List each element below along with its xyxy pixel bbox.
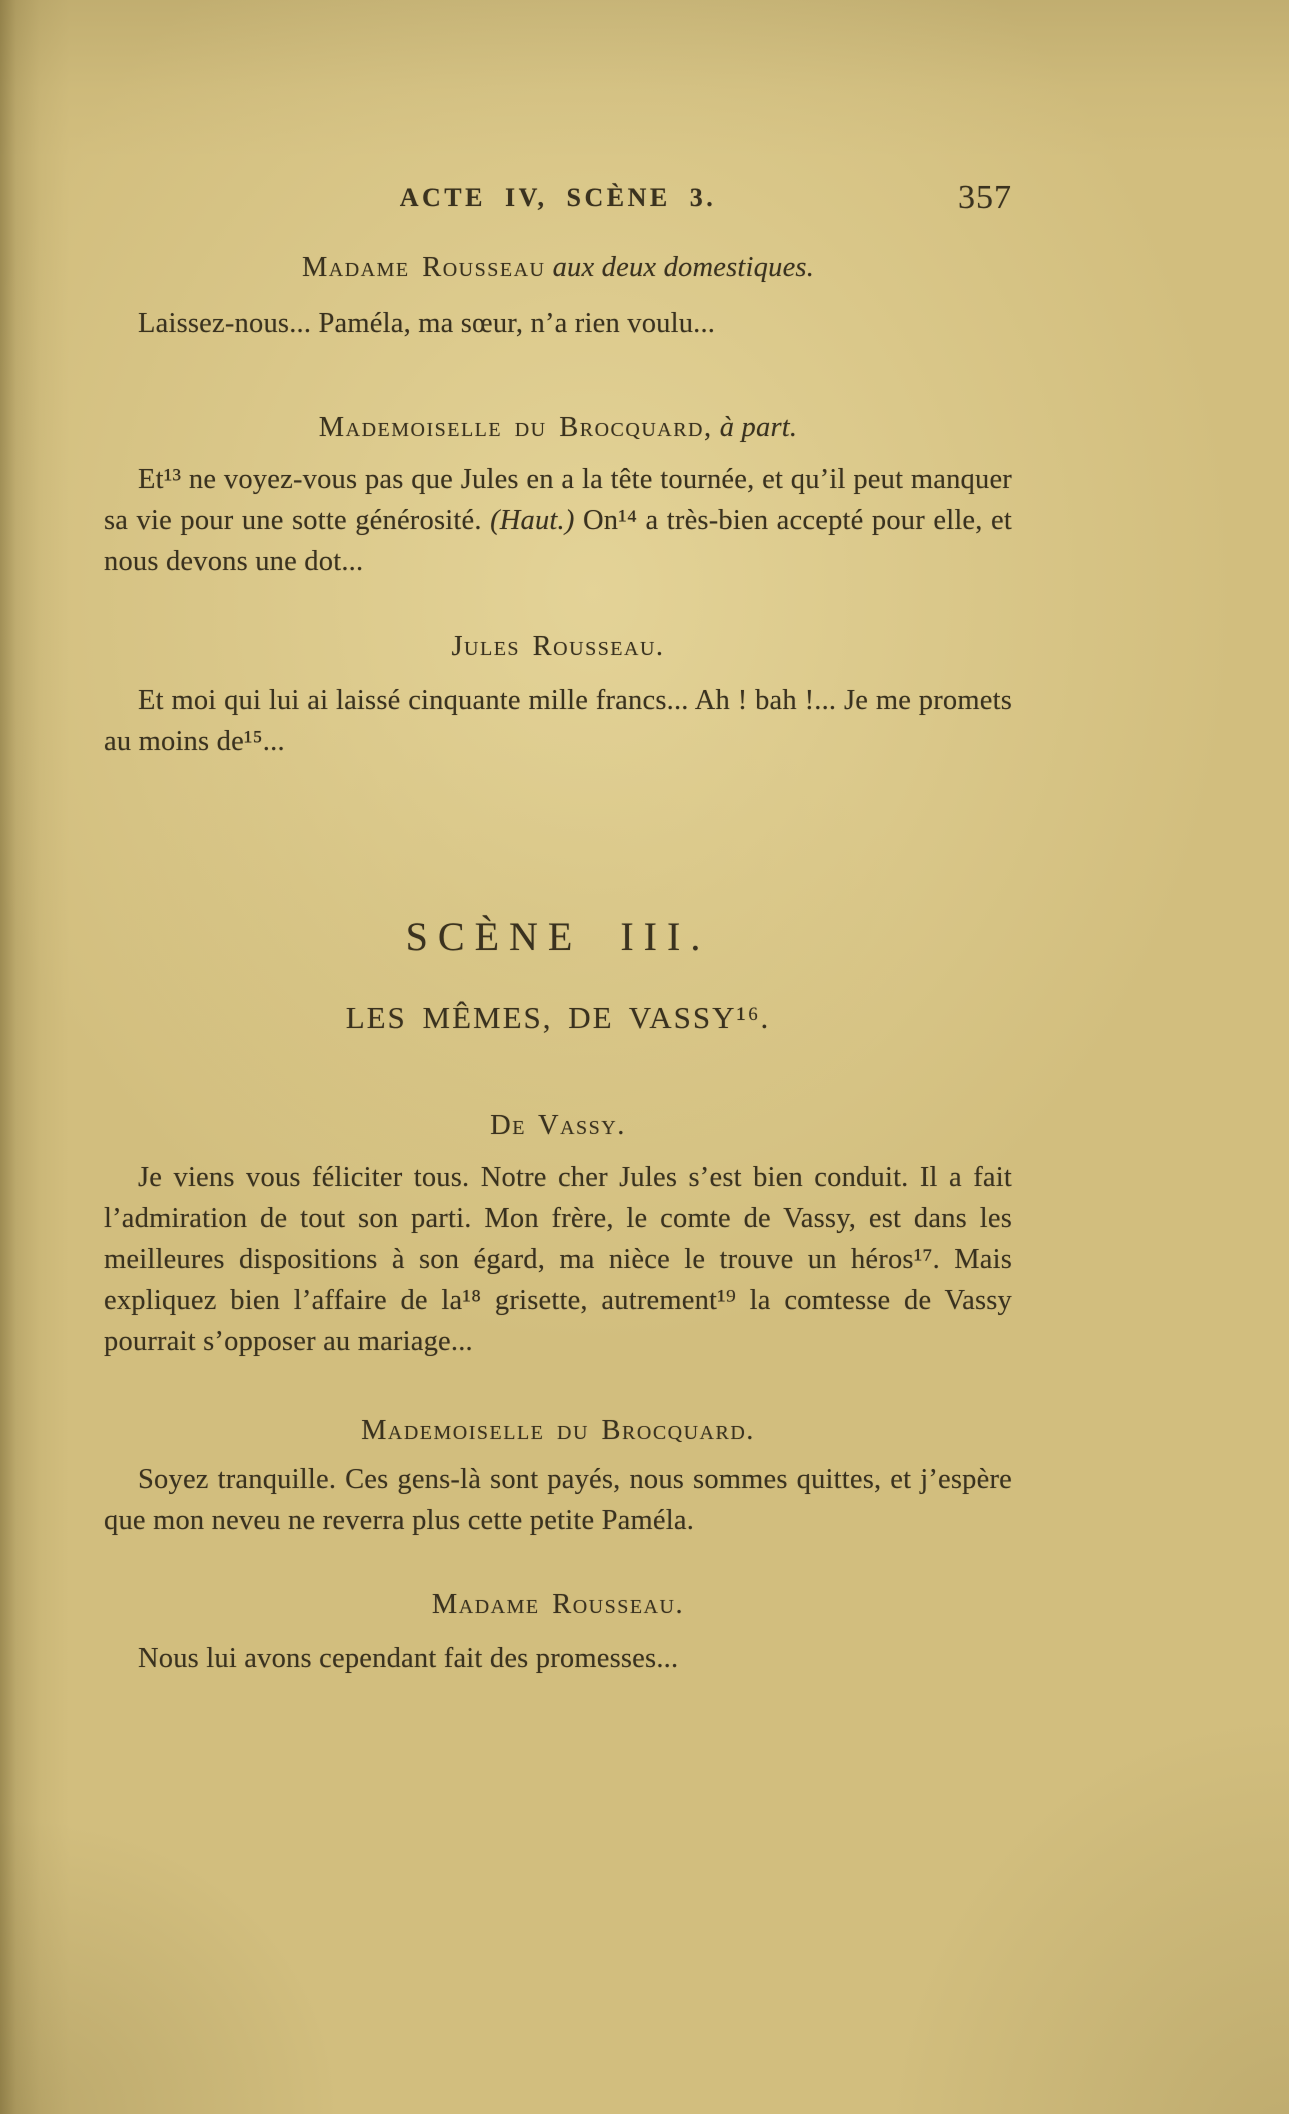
speaker-heading-madame-rousseau (104, 247, 1012, 288)
dialogue-jules-rousseau: Et moi qui lui ai laissé cinquante mille francs... Ah ! bah !... Je me promets au moins de¹⁵... (104, 685, 1012, 757)
dialogue-mademoiselle-du-brocquard (104, 459, 1012, 582)
inline-stage-direction: (Haut.) (490, 505, 575, 536)
dialogue-de-vassy: Je viens vous féliciter tous. Notre cher Jules s’est bien conduit. Il a fait l’admiration de tout son parti. Mon frère, le comte de Vassy, est dans les meilleures dispositions à son égard, ma nièce le trouve un héros¹⁷. Mais expliquez bien l’affaire de la¹⁸ grisette, autrement¹⁹ la comtesse de Vassy pourrait s’opposer au mariage... (104, 1162, 1012, 1357)
speaker-name: Jules Rousseau. (451, 631, 665, 662)
speaker-heading-de-vassy (104, 1105, 1012, 1146)
running-head-title: ACTE IV, SCÈNE 3. (399, 183, 717, 212)
speaker-heading-jules-rousseau (104, 626, 1012, 667)
dialogue-madame-rousseau-2: Nous lui avons cependant fait des promesses... (138, 1643, 679, 1674)
scene-cast-list: LES MÊMES, DE VASSY¹⁶. (345, 1000, 771, 1035)
stage-direction: à part. (719, 412, 798, 443)
text-column (104, 0, 1012, 2114)
speaker-heading-madame-rousseau-2 (104, 1584, 1012, 1625)
speaker-name: Mademoiselle du Brocquard. (361, 1415, 755, 1446)
dialogue-madame-rousseau: Laissez-nous... Paméla, ma sœur, n’a rien voulu... (138, 308, 716, 339)
running-head (104, 177, 1012, 218)
scene-heading: SCÈNE III. (405, 914, 711, 959)
speaker-name: De Vassy. (490, 1110, 626, 1141)
stage-direction: aux deux domestiques. (552, 252, 815, 283)
speaker-heading-mademoiselle-du-brocquard-2 (104, 1410, 1012, 1451)
speaker-heading-mademoiselle-du-brocquard (104, 407, 1012, 448)
speaker-name: Madame Rousseau (301, 252, 546, 283)
dialogue-text: On¹⁴ a très-bien accepté pour elle, et nous devons une dot... (104, 505, 1012, 577)
speaker-name: Mademoiselle du Brocquard, (318, 412, 713, 443)
page-number: 357 (958, 179, 1012, 216)
dialogue-mademoiselle-du-brocquard-2: Soyez tranquille. Ces gens-là sont payés, nous sommes quittes, et j’espère que mon neveu ne reverra plus cette petite Paméla. (104, 1464, 1012, 1536)
dialogue-text: Et¹³ ne voyez-vous pas que Jules en a la tête tournée, et qu’il peut manquer sa vie pour une sotte générosité. (104, 464, 1012, 536)
speaker-name: Madame Rousseau. (431, 1589, 685, 1620)
